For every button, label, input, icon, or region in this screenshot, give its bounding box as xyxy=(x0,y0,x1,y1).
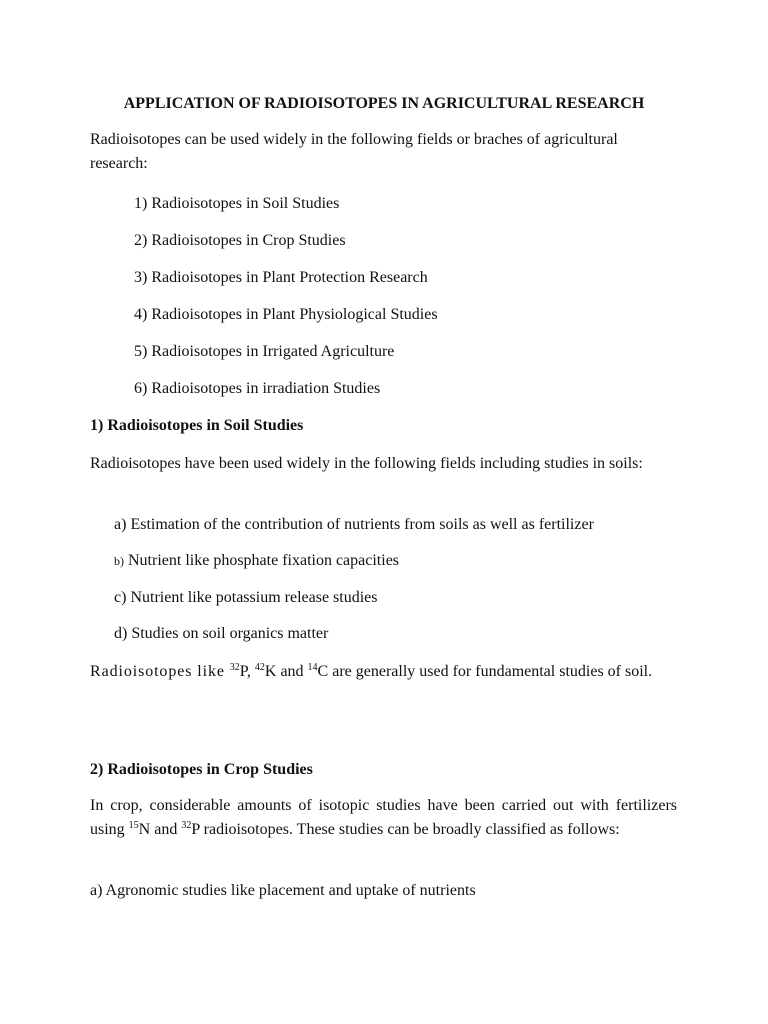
item-text: Estimation of the contribution of nutrients from soils as well as fertilizer xyxy=(126,516,594,533)
item-text: Nutrient like potassium release studies xyxy=(126,589,378,606)
field-item-2: 2) Radioisotopes in Crop Studies xyxy=(134,232,346,249)
field-item-4: 4) Radioisotopes in Plant Physiological Studies xyxy=(134,306,438,323)
crop-item-a: a) Agronomic studies like placement and uptake of nutrients xyxy=(90,882,476,899)
intro-paragraph: Radioisotopes can be used widely in the following fields or braches of agricultural research: xyxy=(90,131,618,172)
crop-studies-paragraph: In crop, considerable amounts of isotopic studies have been carried out with fertilizers using $^{15}$N and $^{32}$P radioisotopes. These studies can be broadly classified as follows: xyxy=(90,797,677,838)
soil-item-a xyxy=(114,513,594,537)
section-1-heading: 1) Radioisotopes in Soil Studies xyxy=(90,417,304,434)
item-marker: c) xyxy=(114,589,127,606)
item-text: Studies on soil organics matter xyxy=(127,625,329,642)
item-marker: b) xyxy=(114,554,124,568)
field-item-1: 1) Radioisotopes in Soil Studies xyxy=(134,195,340,212)
document-title: APPLICATION OF RADIOISOTOPES IN AGRICULTURAL RESEARCH xyxy=(123,95,645,112)
field-item-6: 6) Radioisotopes in irradiation Studies xyxy=(134,380,381,397)
item-marker: a) xyxy=(114,516,127,533)
soil-item-b xyxy=(114,549,399,573)
item-marker: d) xyxy=(114,625,128,642)
section-2-heading: 2) Radioisotopes in Crop Studies xyxy=(90,761,313,778)
field-item-3: 3) Radioisotopes in Plant Protection Research xyxy=(134,269,428,286)
soil-item-c xyxy=(114,586,378,610)
item-text: Nutrient like phosphate fixation capacities xyxy=(128,552,400,569)
soil-item-d xyxy=(114,622,328,646)
field-item-5: 5) Radioisotopes in Irrigated Agriculture xyxy=(134,343,395,360)
section-1-intro: Radioisotopes have been used widely in the following fields including studies in soils: xyxy=(90,455,643,472)
soil-isotopes-paragraph: Radioisotopes like $^{32}$P, $^{42}$K and $^{14}$C are generally used for fundamental studies of soil. xyxy=(90,662,653,680)
